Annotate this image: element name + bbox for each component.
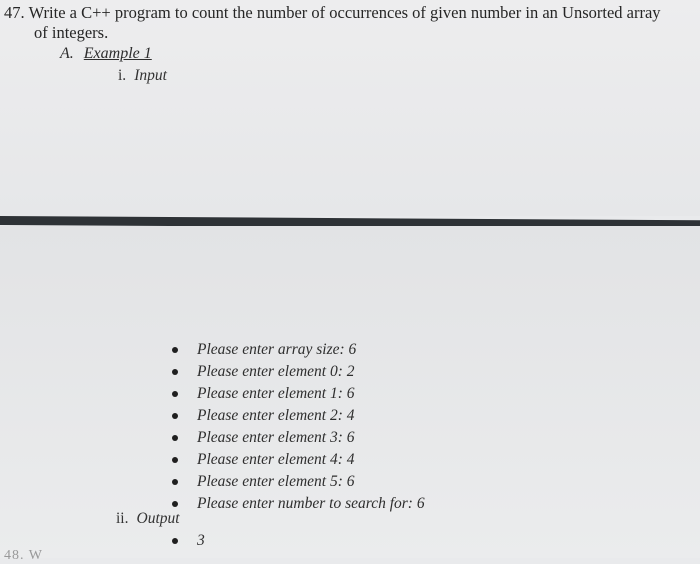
list-item bbox=[170, 494, 425, 516]
example-letter: A. bbox=[60, 45, 74, 62]
input-bullet-list bbox=[170, 340, 425, 516]
input-heading bbox=[118, 67, 167, 85]
list-item bbox=[170, 340, 425, 362]
input-line-text: Please enter array size: 6 bbox=[197, 341, 357, 358]
list-item bbox=[170, 531, 205, 551]
output-line-text: 3 bbox=[197, 532, 205, 549]
output-label: Output bbox=[136, 510, 180, 527]
output-roman-numeral: ii. bbox=[116, 510, 129, 527]
list-item bbox=[170, 450, 425, 472]
bullet-icon bbox=[172, 391, 178, 397]
list-item bbox=[170, 428, 425, 450]
bullet-icon bbox=[172, 413, 178, 419]
list-item bbox=[170, 362, 425, 384]
input-line-text: Please enter element 4: 4 bbox=[197, 451, 355, 468]
input-line-text: Please enter element 5: 6 bbox=[197, 473, 355, 490]
bullet-icon bbox=[172, 369, 178, 375]
input-line-text: Please enter element 3: 6 bbox=[197, 429, 355, 446]
input-label: Input bbox=[134, 67, 167, 84]
bullet-icon bbox=[172, 538, 178, 544]
input-line-text: Please enter element 2: 4 bbox=[197, 407, 355, 424]
input-line-text: Please enter element 1: 6 bbox=[197, 385, 355, 402]
output-heading bbox=[116, 510, 180, 528]
question-text bbox=[4, 3, 694, 43]
input-line-text: Please enter number to search for: 6 bbox=[197, 495, 425, 512]
bullet-icon bbox=[172, 347, 178, 353]
output-bullet-list bbox=[170, 531, 205, 551]
input-line-text: Please enter element 0: 2 bbox=[197, 363, 355, 380]
list-item bbox=[170, 406, 425, 428]
input-roman-numeral: i. bbox=[118, 67, 127, 84]
bullet-icon bbox=[172, 457, 178, 463]
question-line-1-text: Write a C++ program to count the number of occurrences of given number in an Unsorted array bbox=[28, 3, 661, 22]
question-line-2: of integers. bbox=[34, 23, 109, 42]
example-heading bbox=[60, 45, 152, 63]
bullet-icon bbox=[172, 479, 178, 485]
list-item bbox=[170, 384, 425, 406]
question-line-1 bbox=[4, 3, 694, 23]
list-item bbox=[170, 472, 425, 494]
question-number: 47. bbox=[4, 3, 25, 22]
bullet-icon bbox=[172, 435, 178, 441]
next-question-cutoff: 48. W bbox=[4, 548, 43, 563]
bullet-icon bbox=[172, 501, 178, 507]
example-title: Example 1 bbox=[83, 45, 152, 62]
